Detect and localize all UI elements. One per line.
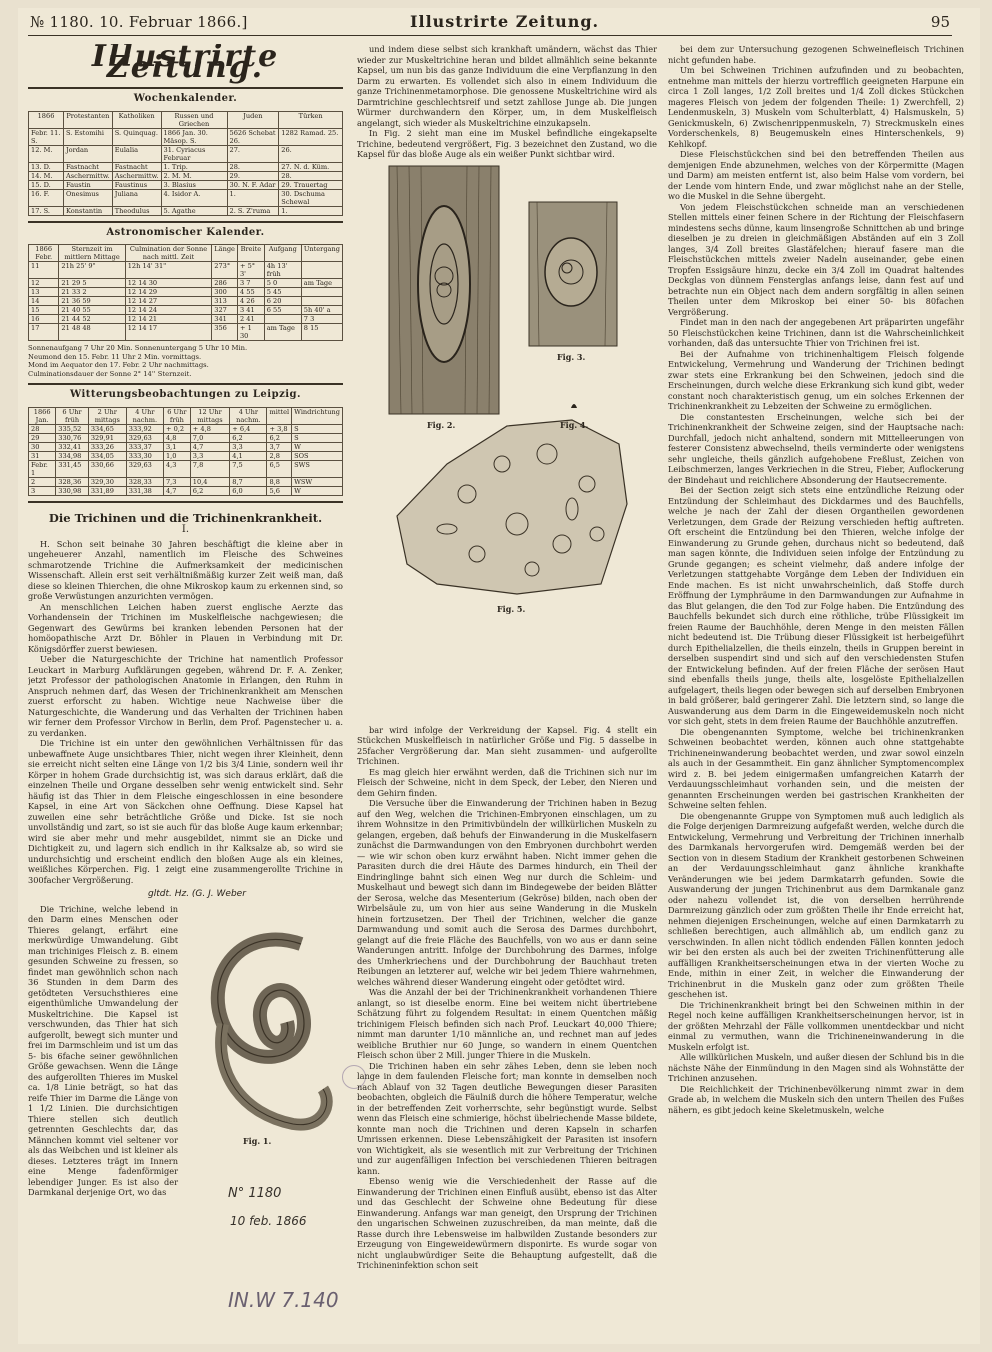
astro-cell: 12 14 27	[125, 297, 212, 306]
shelfmark: IN.W 7.140	[228, 1288, 339, 1312]
calendar-cell: 1.	[279, 206, 343, 215]
weather-cell: Febr. 1	[29, 460, 56, 477]
astro-cell: 6 20	[264, 297, 301, 306]
weather-cell: 333,26	[88, 442, 126, 451]
column-1	[28, 44, 343, 1334]
astro-header: 1866 Febr.	[29, 245, 59, 262]
astro-cell: 13	[29, 288, 59, 297]
table-row	[29, 460, 343, 477]
calendar-cell: 15. D.	[29, 180, 64, 189]
astro-note: Sonnenaufgang 7 Uhr 20 Min. Sonnenuntergang 5 Uhr 10 Min.	[28, 344, 248, 352]
paragraph: bar wird infolge der Verkreidung der Kapsel. Fig. 4 stellt ein Stückchen Muskelfleisch in natürlicher Größe und Fig. 5 dasselbe in 25facher Vergrößerung dar. Man sieht zusammen- und aufgerollte Trichinen.	[357, 724, 657, 766]
weather-cell: 6,0	[230, 486, 267, 495]
astro-cell: 12h 14' 31"	[125, 262, 212, 279]
astro-cell: 7 3	[301, 315, 342, 324]
astro-cell: 2 41	[237, 315, 264, 324]
weather-cell: 6,2	[230, 433, 267, 442]
weather-cell: 6,2	[190, 486, 229, 495]
paragraph: In Fig. 2 sieht man eine im Muskel befindliche eingekapselte Trichine, bedeutend vergrößert, Fig. 3 bezeichnet den Zustand, wo die Kapsel für das bloße Auge als ein weißer Punkt sichtbar wird.	[357, 128, 657, 159]
calendar-cell: S. Estomihi	[64, 128, 113, 145]
astro-header: Sternzeit im mittlern Mittage	[59, 245, 125, 262]
calendar-cell: Aschermittw.	[112, 171, 161, 180]
astro-cell: 12 14 29	[125, 288, 212, 297]
weather-header: 1866 Jan.	[29, 407, 56, 424]
astro-cell: am Tage	[301, 279, 342, 288]
weather-cell: + 3,8	[267, 424, 292, 433]
weather-cell: 335,52	[56, 424, 89, 433]
table-row	[29, 128, 343, 145]
astro-cell: 12 14 30	[125, 279, 212, 288]
paragraph: An menschlichen Leichen haben zuerst englische Aerzte das Vorhandensein der Trichinen im Muskelfleische nachgewiesen; die Gegenwart des Gewürms bei kranken lebenden Personen hat der homöopathische Arzt Dr. Böhler in Plauen in Verbindung mit Dr. Königsdörffer zuerst bewiesen.	[28, 601, 343, 654]
astro-cell: 21 44 52	[59, 315, 125, 324]
calendar-cell: 2. S. Z'ruma	[227, 206, 279, 215]
table-row	[29, 262, 343, 279]
engraver-signature: gltdt. Hz. (G. J. Weber	[148, 889, 246, 900]
astro-cell: 12	[29, 279, 59, 288]
astro-cell: 273°	[212, 262, 238, 279]
calendar-cell: S. Quinquag.	[112, 128, 161, 145]
calendar-cell: Fastnacht	[64, 162, 113, 171]
paragraph: Es mag gleich hier erwähnt werden, daß die Trichinen sich nur im Fleisch der Schweine, nicht in dem Speck, der Leber, den Nieren und dem Gehirn finden.	[357, 766, 657, 798]
weather-cell: 3,7	[267, 442, 292, 451]
fig3-label: Fig. 3.	[557, 351, 586, 362]
calendar-cell: 29.	[227, 171, 279, 180]
astro-cell: 3 7	[237, 279, 264, 288]
calendar-cell: Faustin	[64, 180, 113, 189]
weather-cell: 8,7	[230, 477, 267, 486]
paragraph: Die obengenannte Gruppe von Symptomen muß auch lediglich als die Folge derjenigen Darmreizung aufgefaßt werden, welche durch die Entwickelung, Vermehrung und Verbreitung der Trichinen innerhalb des Darmkanals hervorgerufen wird. Demgemäß werden bei der Section von in diesem Stadium der Krankheit gestorbenen Schweinen an der Verdauungsschleimhaut ganz ähnliche krankhafte Veränderungen wie bei jedem Darmkatarrh gefunden. Sowie die Auswanderung der jungen Trichinenbrut aus dem Darmkanale ganz oder nahezu vollendet ist, die von derselben herrührende Darmreizung gänzlich oder zum größten Theile ihr Ende erreicht hat, nehmen diejenigen Erscheinungen, welche auf einen Darmkatarrh zu schließen berechtigen, auch allmählich ab, um endlich ganz zu verschwinden. In allen nicht tödlich endenden Fällen konnten jedoch wir bei den ersten als auch bei der zweiten Trichinenfütterung alle auffälligen Krankheitserscheinungen etwa in der vierten Woche zu Ende, mithin in einer Zeit, in welcher die Einwanderung der Trichinenbrut in die Muskeln ganz oder zum größten Theile geschehen ist.	[668, 810, 964, 999]
astro-cell: 14	[29, 297, 59, 306]
calendar-cell: 1. Trip.	[161, 162, 227, 171]
astro-cell	[301, 288, 342, 297]
paragraph: Um bei Schweinen Trichinen aufzufinden und zu beobachten, entnehme man mittels der hierzu vortrefflich geeigneten Harpune ein circa 1 Zoll langes, 1/2 Zoll breites und 1/4 Zoll dickes Stückchen mageres Fleisch von jedem der folgenden Theile: 1) Zwerchfell, 2) Lendenmuskeln, 3) Muskeln vom Schulterblatt, 4) Halsmuskeln, 5) Genickmuskeln, 6) Zwischenrippenmuskeln, 7) Streckmuskeln eines Vorderschenkels, 8) Beugemuskeln eines Hinterschenkels, 9) Kehlkopf.	[668, 65, 964, 149]
paragraph: Die constantesten Erscheinungen, welche sich bei der Trichinenkrankheit der Schweine zeigen, sind der Hauptsache nach: Durchfall, jedoch nicht anhaltend, sondern mit Mittelleerungen von festerer Consistenz abwechselnd, theils verminderte oder wenigstens sehr ungleiche, theils gänzlich aufgehobene Freßlust, Zeichen von Leibschmerzen, langes Verkriechen in die Streu, Fieber, Auflockerung der Bindehaut und reichlichere Absonderung der Hautsecremente.	[668, 411, 964, 485]
masthead: Illustrirte Zeitung.	[91, 44, 280, 85]
weather-cell: 31	[29, 451, 56, 460]
calendar-table	[28, 111, 343, 216]
weather-header: Windrichtung	[292, 407, 343, 424]
astro-cell: 5 45	[264, 288, 301, 297]
table-row	[29, 279, 343, 288]
weather-header: 2 Uhr mittags	[88, 407, 126, 424]
weather-cell: 8,8	[267, 477, 292, 486]
astro-cell: 356	[212, 324, 238, 341]
handwritten-date: 10 feb. 1866	[230, 1214, 307, 1228]
weather-cell: 2,8	[267, 451, 292, 460]
paragraph: Die obengenannten Symptome, welche bei trichinenkranken Schweinen beobachtet werden, können auch ohne stattgehabte Trichineneinwanderung beobachtet werden, und zwar sowol einzeln als auch in der Gesammtheit. Ein ganz ähnlicher Symptomencomplex wird z. B. bei jedem einigermaßen umfangreichen Katarrh der Verdauungsschleimhaut vorhanden sein, und die meisten der genannten Erscheinungen werden bei gastrischen Krankheiten der Schweine selten fehlen.	[668, 726, 964, 810]
calendar-cell: Jordan	[64, 145, 113, 162]
astro-cell: 6 55	[264, 306, 301, 315]
weather-cell: 331,89	[88, 486, 126, 495]
paragraph: Ebenso wenig wie die Verschiedenheit der Rasse auf die Einwanderung der Trichinen einen Einfluß ausübt, ebenso ist das Alter und das Geschlecht der Schweine ohne Bedeutung für diese Einwanderung. Anfangs war man geneigt, den Ursprung der Trichinen den ungarischen Schweinen zuzuschreiben, da man meinte, daß die Rasse durch ihre Lebensweise im halbwilden Zustande besonders zur Erzeugung von Eingeweidewürmern disponirte. Es wurde sogar von nicht unglaubwürdiger Seite die Behauptung aufgestellt, daß die Trichineninfektion schon seit	[357, 1176, 657, 1270]
calendar-header: Protestanten	[64, 111, 113, 128]
handwritten-number: N° 1180	[228, 1186, 282, 1201]
weather-cell: 329,91	[88, 433, 126, 442]
paragraph: Diese Fleischstückchen sind bei den betreffenden Theilen aus demjenigen Ende abzunehmen, welches von der Körpermitte (Magen und Darm) am meisten entfernt ist, also beim Halse vom vordern, bei der Lende vom hintern Ende, und zwar möglichst nahe an der Stelle, wo die Muskel in die Sehne übergeht.	[668, 149, 964, 201]
weather-cell: 333,92	[126, 424, 163, 433]
astro-cell: 4 55	[237, 288, 264, 297]
weather-cell: 1,0	[163, 451, 190, 460]
table-row	[29, 424, 343, 433]
calendar-cell: 30. Dschuma Schewal	[279, 189, 343, 206]
fig5-muscle	[397, 420, 627, 594]
calendar-cell: 27. N. d. Küm.	[279, 162, 343, 171]
calendar-cell: 26.	[279, 145, 343, 162]
calendar-cell: Fastnacht	[112, 162, 161, 171]
calendar-cell: 5626 Schebat 26.	[227, 128, 279, 145]
muscle-figures-illustration	[357, 164, 657, 714]
astro-header: Untergang	[301, 245, 342, 262]
calendar-cell: 29. Trauertag	[279, 180, 343, 189]
paragraph: Alle willkürlichen Muskeln, und außer diesen der Schlund bis in die nächste Nähe der Einmündung in den Magen sind als Wohnstätte der Trichinen anzusehen.	[668, 1052, 964, 1083]
weather-cell: 329,63	[126, 433, 163, 442]
weather-cell: 30	[29, 442, 56, 451]
weather-cell: 6,2	[267, 433, 292, 442]
calendar-header: Russen und Griechen	[161, 111, 227, 128]
weather-cell: 28	[29, 424, 56, 433]
weather-cell: S	[292, 424, 343, 433]
weather-cell: 7,0	[190, 433, 229, 442]
astro-cell: + 1 30	[237, 324, 264, 341]
astro-cell: 21 40 55	[59, 306, 125, 315]
weather-cell: WSW	[292, 477, 343, 486]
calendar-cell: 12. M.	[29, 145, 64, 162]
paragraph: Von jedem Fleischstückchen schneide man an verschiedenen Stellen mittels einer feinen Schere in der Richtung der Fleischfasern mindestens sechs dünne, kaum linsengroße Schnittchen ab und bringe dieselben je zu dreien in gleichmäßigen Abständen auf ein 3 Zoll langes, 3/4 Zoll breites Glastäfelchen; hierauf fasere man die Fleischstückchen mittels zweier Nadeln auseinander, gebe einen Tropfen Essigsäure hinzu, decke ein 3/4 Zoll im Quadrat haltendes Deckglas von dünnem Fensterglas anfangs leise, dann fest auf und betrachte nun ein Object nach dem andern sorgfältig in allen seinen Theilen unter dem Mikroskop bei einer 50- bis 80fachen Vergrößerung.	[668, 201, 964, 317]
astro-cell: 16	[29, 315, 59, 324]
astro-cell: 12 14 21	[125, 315, 212, 324]
weather-cell: 329,30	[88, 477, 126, 486]
table-row	[29, 162, 343, 171]
weather-cell: 3	[29, 486, 56, 495]
weather-header: mittel	[267, 407, 292, 424]
table-row	[29, 451, 343, 460]
astro-table	[28, 244, 343, 341]
calendar-cell: 5. Agathe	[161, 206, 227, 215]
paragraph: Bei der Section zeigt sich stets eine entzündliche Reizung oder Entzündung der Schleimhaut des Dickdarmes und des Bauchfells, welche je nach der Zahl der diesen Organtheilen gewordenen Verletzungen, dem Grade der Reizung verschieden heftig auftreten. Oft erscheint die Entzündung bei den Thieren, welche infolge der Einwanderung zu Grunde gehen, durchaus nicht so bedeutend, daß man sagen könnte, die Individuen seien infolge der Entzündung zu Grunde gegangen; es scheint vielmehr, daß andere infolge der Verletzungen stattgehabte Vorgänge dem Leben der Individuen ein Ende machen. Es ist nicht unwahrscheinlich, daß Stoffe durch Eröffnung der Lymphräume in den Darmwandungen zur Aufnahme in das Blut gelangen, die den Tod zur Folge haben. Die Entzündung des Bauchfells bekundet sich durch eine röthliche, trübe Flüssigkeit im freien Raume der Bauchhöhle, deren Menge in den meisten Fällen nicht bedeutend ist. Die Trübung dieser Flüssigkeit ist herbeigeführt durch Epithelialzellen, die theils einzeln, theils in Gruppen bereint in derselben suspendirt sind und sich auf den verschiedensten Stufen der Entwickelung befinden. Auf der freien Fläche der serösen Haut sind ebenfalls theils junge, theils alte, losgelöste Epithelialzellen aufgelagert, theils liegen oder bewegen sich auf derselben Embryonen in bald größerer, bald geringerer Zahl. Die letztern sind, so lange die Auswanderung aus dem Darm in die Eingeweidemuskeln noch nicht vor sich geht, stets in dem freien Raume der Bauchhöhle anzutreffen.	[668, 485, 964, 726]
weather-cell: 328,36	[56, 477, 89, 486]
weather-cell: 330,66	[88, 460, 126, 477]
table-row	[29, 189, 343, 206]
weather-cell: 334,65	[88, 424, 126, 433]
weather-cell: 4,8	[163, 433, 190, 442]
paragraph: Die Trichinen haben ein sehr zähes Leben, denn sie leben noch lange in dem faulenden Fleische fort; man konnte in demselben noch nach Ablauf von 32 Tagen deutliche Bewegungen dieser Parasiten beobachten, obgleich die Fäulniß durch die höhere Temperatur, welche in der betreffenden Zeit vorherrschte, sehr begünstigt wurde. Selbst wenn das Fleisch eine schmierige, höchst übelriechende Masse bildete, konnte man noch die Trichinen und deren Kapseln in scharfen Umrissen erkennen. Diese Lebenszähigkeit der Parasiten ist insofern von Wichtigkeit, als sie wesentlich mit zur Verbreitung der Trichinen und zur augenfälligen Infection bei verschiedenen Thieren beitragen kann.	[357, 1060, 657, 1176]
table-row	[29, 206, 343, 215]
astro-cell	[301, 297, 342, 306]
divider	[28, 501, 343, 503]
astro-cell	[301, 262, 342, 279]
weather-cell: 334,05	[88, 451, 126, 460]
divider	[28, 383, 343, 385]
astro-cell: 15	[29, 306, 59, 315]
calendar-cell: 16. F.	[29, 189, 64, 206]
astro-cell: 21 36 59	[59, 297, 125, 306]
fig5-label: Fig. 5.	[497, 603, 526, 614]
astro-cell: 17	[29, 324, 59, 341]
page-number: 95	[930, 13, 950, 31]
table-row	[29, 171, 343, 180]
weather-cell: 331,38	[126, 486, 163, 495]
astro-cell: 313	[212, 297, 238, 306]
astro-cell: 8 15	[301, 324, 342, 341]
calendar-cell: 14. M.	[29, 171, 64, 180]
calendar-cell: Faustinus	[112, 180, 161, 189]
astro-cell: 12 14 24	[125, 306, 212, 315]
paragraph: Bei der Aufnahme von trichinenhaltigem Fleisch folgende Entwickelung, Vermehrung und Wanderung der Trichinen bedingt zwar stets eine Erkrankung bei den Schweinen, jedoch sind die Erscheinungen, durch welche diese Erkrankung sich kund gibt, weder constant noch charakteristisch genug, um ein solches Erkennen der Trichinenkrankheit zu Lebzeiten der Schweine zu ermöglichen.	[668, 348, 964, 411]
calendar-header: Juden	[227, 111, 279, 128]
astro-cell: 21h 25' 9"	[59, 262, 125, 279]
weather-header: 6 Uhr früh	[56, 407, 89, 424]
astro-cell: 341	[212, 315, 238, 324]
astro-header: Breite	[237, 245, 264, 262]
calendar-header: Türken	[279, 111, 343, 128]
astro-cell: 5h 40' a	[301, 306, 342, 315]
astro-cell: am Tage	[264, 324, 301, 341]
calendar-cell: 30. N. F. Adar	[227, 180, 279, 189]
paragraph: Die Trichinenkrankheit bringt bei den Schweinen mithin in der Regel noch keine auffälligen Krankheitserscheinungen hervor, ist in der größten Mehrzahl der Fälle vollkommen unentdeckbar und nicht einmal zu vermuthen, wann die Trichineneinwanderung in die Muskeln erfolgt ist.	[668, 999, 964, 1052]
weather-header: 4 Uhr nachm.	[230, 407, 267, 424]
weather-cell: 7,3	[163, 477, 190, 486]
weather-header: 12 Uhr mittags	[190, 407, 229, 424]
fig2-capsule	[418, 206, 470, 362]
weather-cell: 328,33	[126, 477, 163, 486]
article-part: I.	[181, 524, 190, 536]
weather-cell: S	[292, 433, 343, 442]
calendar-cell: 1.	[227, 189, 279, 206]
coiled-trichina-illustration	[183, 904, 343, 1144]
calendar-cell: 31. Cyriacus Februar	[161, 145, 227, 162]
paragraph: Die Reichlichkeit der Trichinenbevölkerung nimmt zwar in dem Grade ab, in welchem die Muskeln sich den untern Theilen des Fußes nähern, es gibt jedoch keine Skeletmuskeln, welche	[668, 1083, 964, 1115]
weather-cell: 334,98	[56, 451, 89, 460]
table-row	[29, 145, 343, 162]
weather-cell: W	[292, 486, 343, 495]
astro-cell: 21 29 5	[59, 279, 125, 288]
table-row	[29, 306, 343, 315]
weather-cell: 3,1	[163, 442, 190, 451]
fig4-label: Fig. 4.	[560, 419, 589, 430]
astro-title: Astronomischer Kalender.	[106, 226, 265, 238]
calendar-cell: Konstantin	[64, 206, 113, 215]
calendar-cell: 1282 Ramad. 25.	[279, 128, 343, 145]
weather-cell: 4,1	[230, 451, 267, 460]
weather-cell: 330,76	[56, 433, 89, 442]
calendar-cell: 13. D.	[29, 162, 64, 171]
table-row	[29, 288, 343, 297]
calendar-cell: 3. Blasius	[161, 180, 227, 189]
calendar-header: Katholiken	[112, 111, 161, 128]
astro-header: Aufgang	[264, 245, 301, 262]
astro-cell: 12 14 17	[125, 324, 212, 341]
table-row	[29, 433, 343, 442]
astro-notes	[28, 344, 343, 378]
calendar-cell: Febr. 11. S.	[29, 128, 64, 145]
column-3	[668, 44, 964, 1334]
table-row	[29, 297, 343, 306]
astro-cell: 4 26	[237, 297, 264, 306]
paragraph: Die Versuche über die Einwanderung der Trichinen haben in Bezug auf den Weg, welchen die Trichinen-Embryonen einschlagen, um zu ihrem Wohnsitze in den Primitivbündeln der willkürlichen Muskeln zu gelangen, ergeben, daß behufs der Einwanderung in die Muskelfasern zunächst die Darmwandungen von den Embryonen durchbohrt werden — wie wir schon oben kurz erwähnt haben. Nicht immer gehen die Parasiten durch die drei Häute des Darmes hindurch, ein Theil der Eindringlinge bahnt sich einen Weg nur durch die Schleim- und Muskelhaut und bewegt sich dann im Bindegewebe der beiden Blätter der Serosa, welche das Mesenterium (Gekröse) bilden, nach oben der Wirbelsäule zu, um von hier aus seine Wanderung in die Muskeln hinein fortzusetzen. Der Theil der Trichinen, welcher die ganze Darmwandung und somit auch die Serosa des Darmes durchbohrt, gelangt auf die freie Fläche des Bauchfells, von wo aus er dann seine Wanderungen antritt. Infolge der Durchbohrung des Darmes, infolge des Umherkriechens und der Durchbohrung der Bauchhaut treten Reibungen an letzterer auf, welche wir bei jedem Thiere wahrnehmen, welches während dieser Wanderung eingeht oder getödtet wird.	[357, 798, 657, 987]
weather-cell: + 0,2	[163, 424, 190, 433]
table-row	[29, 477, 343, 486]
astro-cell	[264, 315, 301, 324]
astro-cell: 21 33 2	[59, 288, 125, 297]
weather-cell: 333,37	[126, 442, 163, 451]
astro-note: Culminationsdauer der Sonne 2° 14'' Sternzeit.	[28, 369, 192, 378]
astro-cell: + 5° 3'	[237, 262, 264, 279]
divider	[28, 87, 343, 89]
calendar-cell: Theodulus	[112, 206, 161, 215]
weather-cell: + 4,8	[190, 424, 229, 433]
calendar-title: Wochenkalender.	[133, 93, 238, 104]
astro-note: Neumond den 15. Febr. 11 Uhr 2 Min. vormittags.	[28, 352, 202, 361]
calendar-cell: 27.	[227, 145, 279, 162]
weather-cell: 10,4	[190, 477, 229, 486]
weather-cell: 331,45	[56, 460, 89, 477]
astro-cell: 300	[212, 288, 238, 297]
astro-note: Mond im Aequator den 17. Febr. 2 Uhr nachmittags.	[28, 361, 209, 370]
paragraph: Was die Anzahl der bei der Trichinenkrankheit vorhandenen Thiere anlangt, so ist dieselbe enorm. Eine bei weitem nicht übertriebene Schätzung führt zu folgendem Resultat: in einem Quentchen mäßig trichinigem Fleisch befinden sich nach Prof. Leuckart 40,000 Thiere; nimmt man darunter 1/10 männliche an, und rechnet man auf jedes weibliche Bruthier nur 60 Junge, so wandern in einem Quentchen Fleisch schon über 2 Mill. junger Thiere in die Muskeln.	[357, 987, 657, 1060]
weather-cell: W	[292, 442, 343, 451]
weather-cell: 7,5	[230, 460, 267, 477]
paragraph: H. Schon seit beinahe 30 Jahren beschäftigt die kleine aber in ungeheuerer Anzahl, namentlich im Fleische des Schweines schmarotzende Trichine die Aufmerksamkeit der medicinischen Wissenschaft. Allein erst seit verhältnißmäßig kurzer Zeit weiß man, daß diese so kleinen Thierchen, die ohne Mikroskop kaum zu erkennen sind, so große Verwüstungen anzurichten vermögen.	[28, 538, 343, 602]
divider	[28, 221, 343, 223]
calendar-header: 1866	[29, 111, 64, 128]
paragraph: Die Trichine, welche lebend in den Darm eines Menschen oder Thieres gelangt, erfährt eine merkwürdige Umwandelung. Gibt man trichiniges Fleisch z. B. einem gesunden Schweine zu fressen, so findet man gewöhnlich schon nach 36 Stunden in dem Darm des getödteten Versuchsthieres eine eigenthümliche Umwandelung der Muskeltrichine. Die Kapsel ist verschwunden, das Thier hat sich aufgerollt, bewegt sich munter und frei im Darmschleim und ist um das 5- bis 6fache seiner gewöhnlichen Größe gewachsen. Wenn die Länge des aufgerollten Thieres im Muskel ca. 1/8 Linie beträgt, so hat das reife Thier im Darme die Länge von 1 1/2 Linien. Die durchsichtigen Thiere stellen sich deutlich getrennten Geschlechts dar, das Männchen kommt viel seltener vor als das Weibchen und ist kleiner als dieses. Letzteres trägt im Innern eine Menge fadenförmiger lebendiger Junger. Es ist also der Darmkanal derjenige Ort, wo das	[28, 903, 178, 1198]
column-2	[357, 44, 657, 1334]
table-row	[29, 180, 343, 189]
weather-header: 6 Uhr früh	[163, 407, 190, 424]
calendar-cell: Eulalia	[112, 145, 161, 162]
astro-cell: 11	[29, 262, 59, 279]
astro-header: Culmination der Sonne nach mittl. Zeit	[125, 245, 212, 262]
calendar-cell: 2. M. M.	[161, 171, 227, 180]
weather-cell: 3,3	[230, 442, 267, 451]
astro-cell: 5 0	[264, 279, 301, 288]
figures-2-5	[357, 160, 657, 725]
weather-cell: 2	[29, 477, 56, 486]
calendar-cell: 17. S.	[29, 206, 64, 215]
weather-cell: 5,6	[267, 486, 292, 495]
calendar-cell: Onesimus	[64, 189, 113, 206]
weather-cell: 4,7	[190, 442, 229, 451]
table-row	[29, 486, 343, 495]
weather-cell: 330,98	[56, 486, 89, 495]
paragraph: und indem diese selbst sich krankhaft umändern, wächst das Thier wieder zur Muskeltrichine heran und bildet allmählich seine bekannte Kapsel, um nun bis das ganze Individuum die eine Verpflanzung in den Darm zu erwarten. Es vollendet sich also in einem Individuum die ganze Trichinenmetamorphose. Die genossene Muskeltrichine wird als Darmtrichine geschlechtsreif und setzt zahllose Junge ab. Die jungen Würmer durchwandern den Körper, um, in dem Muskelfleisch angelangt, sich wieder als Muskeltrichine einzukapseln.	[357, 44, 657, 128]
paragraph: Findet man in den nach der angegebenen Art präparirten ungefähr 50 Fleischstückchen keine Trichinen, dann ist die Wahrscheinlichkeit vorhanden, daß das untersuchte Thier von Trichinen frei ist.	[668, 317, 964, 348]
calendar-cell: 1866 Jan. 30. Mäsop. S.	[161, 128, 227, 145]
paragraph: bei dem zur Untersuchung gezogenen Schweinefleisch Trichinen nicht gefunden habe.	[668, 44, 964, 65]
weather-cell: 6,5	[267, 460, 292, 477]
weather-cell: 4,7	[163, 486, 190, 495]
astro-cell: 327	[212, 306, 238, 315]
table-row	[29, 324, 343, 341]
astro-cell: 4h 13' früh	[264, 262, 301, 279]
astro-cell: 286	[212, 279, 238, 288]
weather-cell: 333,30	[126, 451, 163, 460]
weather-header: 4 Uhr nachm.	[126, 407, 163, 424]
article-title: Die Trichinen und die Trichinenkrankheit.	[48, 510, 323, 525]
fig1-label: Fig. 1.	[243, 1135, 272, 1146]
table-row	[29, 442, 343, 451]
weather-cell: 332,41	[56, 442, 89, 451]
issue-info: № 1180. 10. Februar 1866.]	[30, 13, 248, 31]
astro-header: Länge	[212, 245, 238, 262]
calendar-cell: 4. Isidor A.	[161, 189, 227, 206]
calendar-cell: Juliana	[112, 189, 161, 206]
figure-1	[183, 904, 343, 1154]
fig2-label: Fig. 2.	[427, 419, 456, 430]
table-row	[29, 315, 343, 324]
weather-title: Witterungsbeobachtungen zu Leipzig.	[69, 389, 302, 401]
weather-cell: SWS	[292, 460, 343, 477]
calendar-cell: Aschermittw.	[64, 171, 113, 180]
weather-cell: + 6,4	[230, 424, 267, 433]
weather-cell: 29	[29, 433, 56, 442]
weather-cell: SOS	[292, 451, 343, 460]
weather-cell: 329,63	[126, 460, 163, 477]
weather-cell: 7,8	[190, 460, 229, 477]
astro-cell: 21 48 48	[59, 324, 125, 341]
fig4-specimen	[571, 404, 577, 408]
calendar-cell: 28.	[227, 162, 279, 171]
weather-cell: 3,3	[190, 451, 229, 460]
astro-cell: 3 41	[237, 306, 264, 315]
weather-table	[28, 407, 343, 496]
paragraph: Ueber die Naturgeschichte der Trichine hat namentlich Professor Leuckart in Marburg Aufklärungen gegeben, während Dr. F. A. Zenker, jetzt Professor der pathologischen Anatomie in Erlangen, den Ruhm in Anspruch nehmen darf, das Wesen der Trichinenkrankheit am Menschen zuerst erforscht zu haben. Wichtige neue Nachweise über die Naturgeschichte, die Wanderung und das Verhalten der Trichinen haben wir ferner dem Professor Virchow in Berlin, dem Prof. Pagenstecher u. a. zu verdanken.	[28, 654, 343, 738]
weather-cell: 4,3	[163, 460, 190, 477]
running-title: Illustrirte Zeitung.	[410, 12, 600, 31]
paragraph: Die Trichine ist ein unter den gewöhnlichen Verhältnissen für das unbewaffnete Auge unsichtbares Thier, nicht wegen ihrer Kleinheit, denn sie erreicht nicht selten eine Länge von 1/2 bis 3/4 Linie, sondern weil ihr Körper in hohem Grade durchsichtig ist, was sich daraus erklärt, daß die einzelnen Theile und Organe desselben sehr wenig entwickelt sind. Sehr häufig ist das Thier in dem Fleische eingeschlossen in eine besondere Kapsel, in eine Art von Säckchen ohne Oeffnung. Diese Kapsel hat zuweilen eine sehr beträchtliche Größe und Dicke. Ist sie noch unvollständig und zart, so ist sie auch für das bloße Auge kaum erkennbar; wird sie aber mehr und mehr ausgebildet, nimmt sie an Dicke und Dichtigkeit zu, und lagern sich endlich in ihr Kalksalze ab, so wird sie undurchsichtig und erscheint endlich den bloßen Auge als ein kleines, weißliches Körperchen. Fig. 1 zeigt eine zusammengerollte Trichine in 300facher Vergrößerung.	[28, 738, 343, 885]
calendar-cell: 28.	[279, 171, 343, 180]
